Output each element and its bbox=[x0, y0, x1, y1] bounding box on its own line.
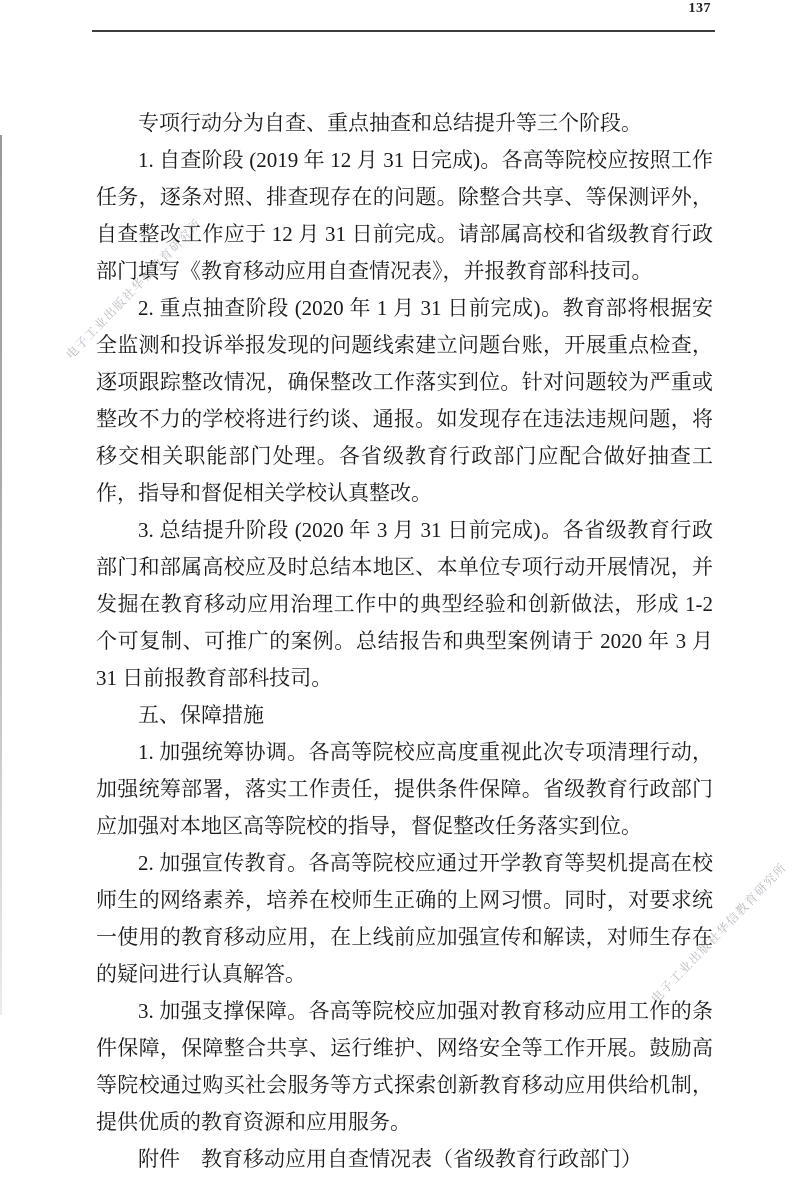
document-body bbox=[96, 105, 713, 1178]
paragraph: 3. 总结提升阶段 (2020 年 3 月 31 日前完成)。各省级教育行政部门和部属高校应及时总结本地区、本单位专项行动开展情况，并发掘在教育移动应用治理工作中的典型经验和创新做法，形成 1-2 个可复制、可推广的案例。总结报告和典型案例请于 2020 年 3 月 31 日前报教育部科技司。 bbox=[96, 518, 713, 690]
paragraph: 五、保障措施 bbox=[138, 703, 264, 727]
publisher-watermark: 电子工业出版社华信教育研究所 bbox=[63, 216, 205, 362]
scan-edge-artifact bbox=[0, 135, 2, 1015]
paragraph: 1. 自查阶段 (2019 年 12 月 31 日完成)。各高等院校应按照工作任务，逐条对照、排查现存在的问题。除整合共享、等保测评外，自查整改工作应于 12 月 31 日前完成。请部属高校和省级教育行政部门填写《教育移动应用自查情况表》，并报教育部科技司。 bbox=[96, 148, 713, 283]
paragraph: 3. 加强支撑保障。各高等院校应加强对教育移动应用工作的条件保障，保障整合共享、运行维护、网络安全等工作开展。鼓励高等院校通过购买社会服务等方式探索创新教育移动应用供给机制，提供优质的教育资源和应用服务。 bbox=[96, 999, 713, 1134]
paragraph: 附件 教育移动应用自查情况表（省级教育行政部门） bbox=[138, 1147, 642, 1171]
paragraph: 专项行动分为自查、重点抽查和总结提升等三个阶段。 bbox=[138, 111, 642, 135]
paragraph: 1. 加强统筹协调。各高等院校应高度重视此次专项清理行动，加强统筹部署，落实工作责任，提供条件保障。省级教育行政部门应加强对本地区高等院校的指导，督促整改任务落实到位。 bbox=[96, 740, 713, 838]
paragraph: 2. 加强宣传教育。各高等院校应通过开学教育等契机提高在校师生的网络素养，培养在校师生正确的上网习惯。同时，对要求统一使用的教育移动应用，在上线前应加强宣传和解读，对师生存在的疑问进行认真解答。 bbox=[96, 851, 713, 986]
publisher-watermark: 电子工业出版社华信教育研究所 bbox=[648, 860, 790, 1006]
header-rule bbox=[92, 30, 715, 32]
paragraph: 2. 重点抽查阶段 (2020 年 1 月 31 日前完成)。教育部将根据安全监测和投诉举报发现的问题线索建立问题台账，开展重点检查，逐项跟踪整改情况，确保整改工作落实到位。针对问题较为严重或整改不力的学校将进行约谈、通报。如发现存在违法违规问题，将移交相关职能部门处理。各省级教育行政部门应配合做好抽查工作，指导和督促相关学校认真整改。 bbox=[96, 296, 713, 505]
page-number: 137 bbox=[688, 1, 711, 16]
